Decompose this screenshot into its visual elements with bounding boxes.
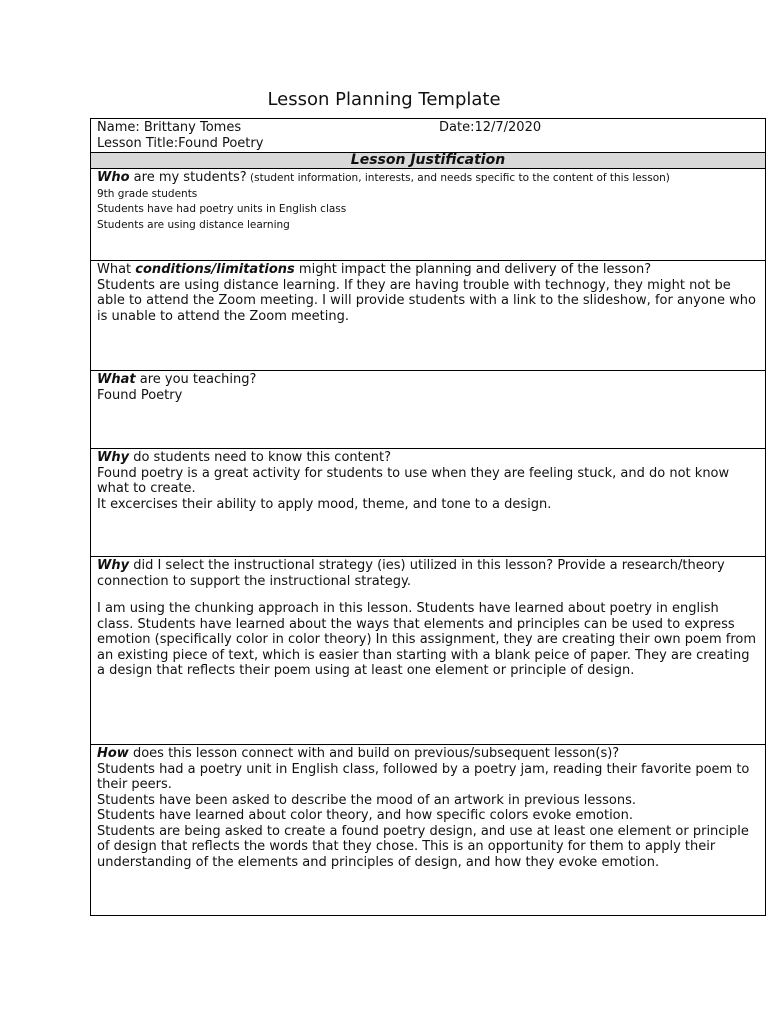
what-section (91, 371, 765, 449)
who-answer-3: Students are using distance learning (97, 218, 290, 231)
why-strategy-question-text: did I select the instructional strategy (ies) utilized in this lesson? Provide a research/theory connection to support the instructional strategy. (97, 558, 725, 589)
conditions-suffix: might impact the planning and delivery of the lesson? (294, 262, 652, 277)
why-strategy-answer: I am using the chunking approach in this lesson. Students have learned about poetry in english class. Students have learned about the ways that elements and principles can be used to express emotion (specifically color in color theory) In this assignment, they are creating their own poem from an existing piece of text, which is easier than starting with a blank peice of paper. They are creating a design that reflects their poem using at least one element or principle of design. (97, 601, 757, 678)
why-strategy-keyword: Why (97, 558, 130, 573)
date-value: 12/7/2020 (474, 120, 542, 135)
how-question-text: does this lesson connect with and build on previous/subsequent lesson(s)? (128, 746, 620, 761)
section-heading: Lesson Justification (91, 153, 765, 169)
who-question (97, 170, 759, 187)
who-question-text: are my students? (129, 170, 247, 185)
lesson-title-line (97, 136, 759, 152)
who-hint: (student information, interests, and needs specific to the content of this lesson) (246, 172, 670, 184)
conditions-answer: Students are using distance learning. If they are having trouble with technogy, they might not be able to attend the Zoom meeting. I will provide students with a link to the slideshow, for anyone who is unable to attend the Zoom meeting. (97, 277, 756, 324)
name-label: Name: (97, 120, 140, 135)
date-label: Date: (439, 120, 475, 135)
lesson-title-value: Found Poetry (178, 135, 264, 151)
why-know-question-text: do students need to know this content? (129, 450, 391, 465)
what-question (97, 372, 759, 388)
how-answer-3: Students have learned about color theory, and how specific colors evoke emotion. (97, 808, 634, 823)
conditions-section (91, 261, 765, 371)
who-keyword: Who (97, 170, 130, 185)
how-answer-1: Students had a poetry unit in English class, followed by a poetry jam, reading their favorite poem to their peers. (97, 761, 750, 792)
why-strategy-question (97, 558, 759, 589)
who-section (91, 169, 765, 261)
date-field (439, 120, 541, 136)
how-answer-4: Students are being asked to create a found poetry design, and use at least one element or principle of design that reflects the words that they chose. This is an opportunity for them to apply their understanding of the elements and principles of design, and how they evoke emotion. (97, 823, 749, 870)
why-know-answer-2: It excercises their ability to apply mood, theme, and tone to a design. (97, 496, 552, 512)
why-know-answer-1: Found poetry is a great activity for students to use when they are feeling stuck, and do not know what to create. (97, 465, 730, 496)
how-answer-2: Students have been asked to describe the mood of an artwork in previous lessons. (97, 792, 636, 808)
what-keyword: What (97, 372, 136, 387)
lesson-plan-table (90, 118, 766, 916)
who-answer-2: Students have had poetry units in English class (97, 203, 347, 215)
how-section (91, 745, 765, 917)
page-title: Lesson Planning Template (267, 89, 501, 110)
header-row (91, 119, 765, 153)
lesson-title-label: Lesson Title: (97, 135, 179, 151)
why-know-section (91, 449, 765, 557)
conditions-prefix: What (97, 262, 136, 277)
why-know-question (97, 450, 759, 466)
paragraph-gap (97, 589, 759, 601)
what-question-text: are you teaching? (135, 372, 257, 387)
name-date-line (97, 120, 759, 136)
conditions-question (97, 262, 759, 278)
how-keyword: How (97, 746, 129, 761)
why-know-keyword: Why (97, 450, 130, 465)
name-value: Brittany Tomes (143, 120, 242, 135)
what-answer: Found Poetry (97, 387, 183, 403)
conditions-keyword: conditions/limitations (135, 262, 295, 277)
who-answer-1: 9th grade students (97, 187, 198, 200)
how-question (97, 746, 759, 762)
why-strategy-section (91, 557, 765, 745)
